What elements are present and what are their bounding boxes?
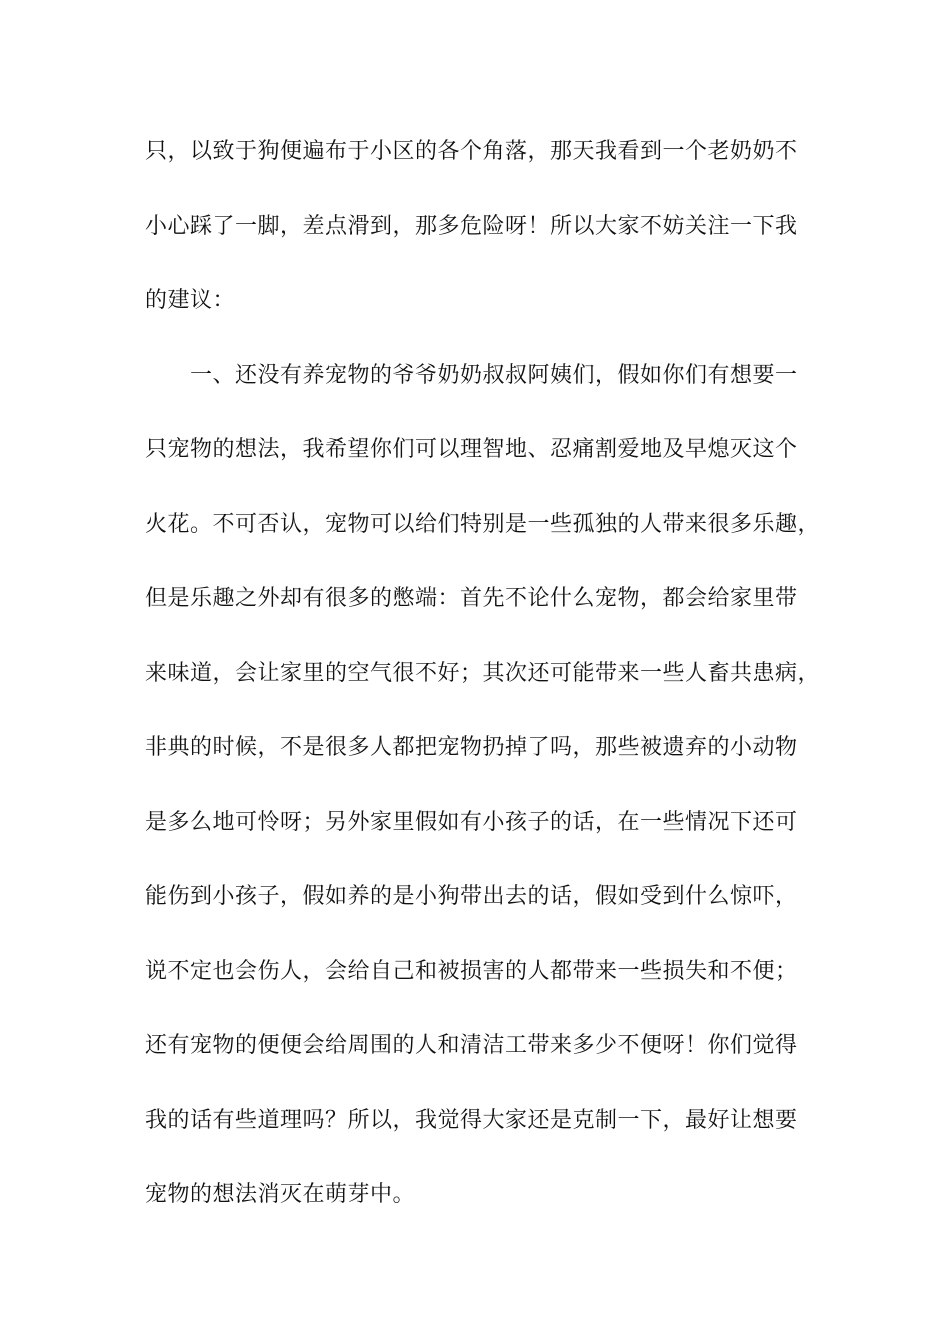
text-line: 我的话有些道理吗？所以，我觉得大家还是克制一下，最好让想要 <box>145 1107 798 1133</box>
text-line: 小心踩了一脚，差点滑到，那多危险呀！所以大家不妨关注一下我 <box>145 213 798 239</box>
text-line: 还有宠物的便便会给周围的人和清洁工带来多少不便呀！你们觉得 <box>145 1033 798 1058</box>
text-line: 宠物的想法消灭在萌芽中。 <box>145 1182 416 1207</box>
text-line: 的建议： <box>145 288 236 313</box>
text-line: 火花。不可否认，宠物可以给们特别是一些孤独的人带来很多乐趣， <box>145 511 821 537</box>
body-text <box>145 128 825 1246</box>
text-line: 但是乐趣之外却有很多的憋端：首先不论什么宠物，都会给家里带 <box>145 586 798 611</box>
paragraph-start-line: 一、还没有养宠物的爷爷奶奶叔叔阿姨们，假如你们有想要一 <box>145 362 798 388</box>
text-line: 能伤到小孩子，假如养的是小狗带出去的话，假如受到什么惊吓， <box>145 884 798 909</box>
text-line: 来味道，会让家里的空气很不好；其次还可能带来一些人畜共患病， <box>145 660 821 686</box>
text-line: 只，以致于狗便遍布于小区的各个角落，那天我看到一个老奶奶不 <box>145 139 798 164</box>
text-line: 说不定也会伤人，会给自己和被损害的人都带来一些损失和不便； <box>145 958 798 984</box>
text-line: 只宠物的想法，我希望你们可以理智地、忍痛割爱地及早熄灭这个 <box>145 437 798 462</box>
text-line: 非典的时候，不是很多人都把宠物扔掉了吗，那些被遗弃的小动物 <box>145 735 798 760</box>
text-line: 是多么地可怜呀；另外家里假如有小孩子的话，在一些情况下还可 <box>145 809 798 835</box>
